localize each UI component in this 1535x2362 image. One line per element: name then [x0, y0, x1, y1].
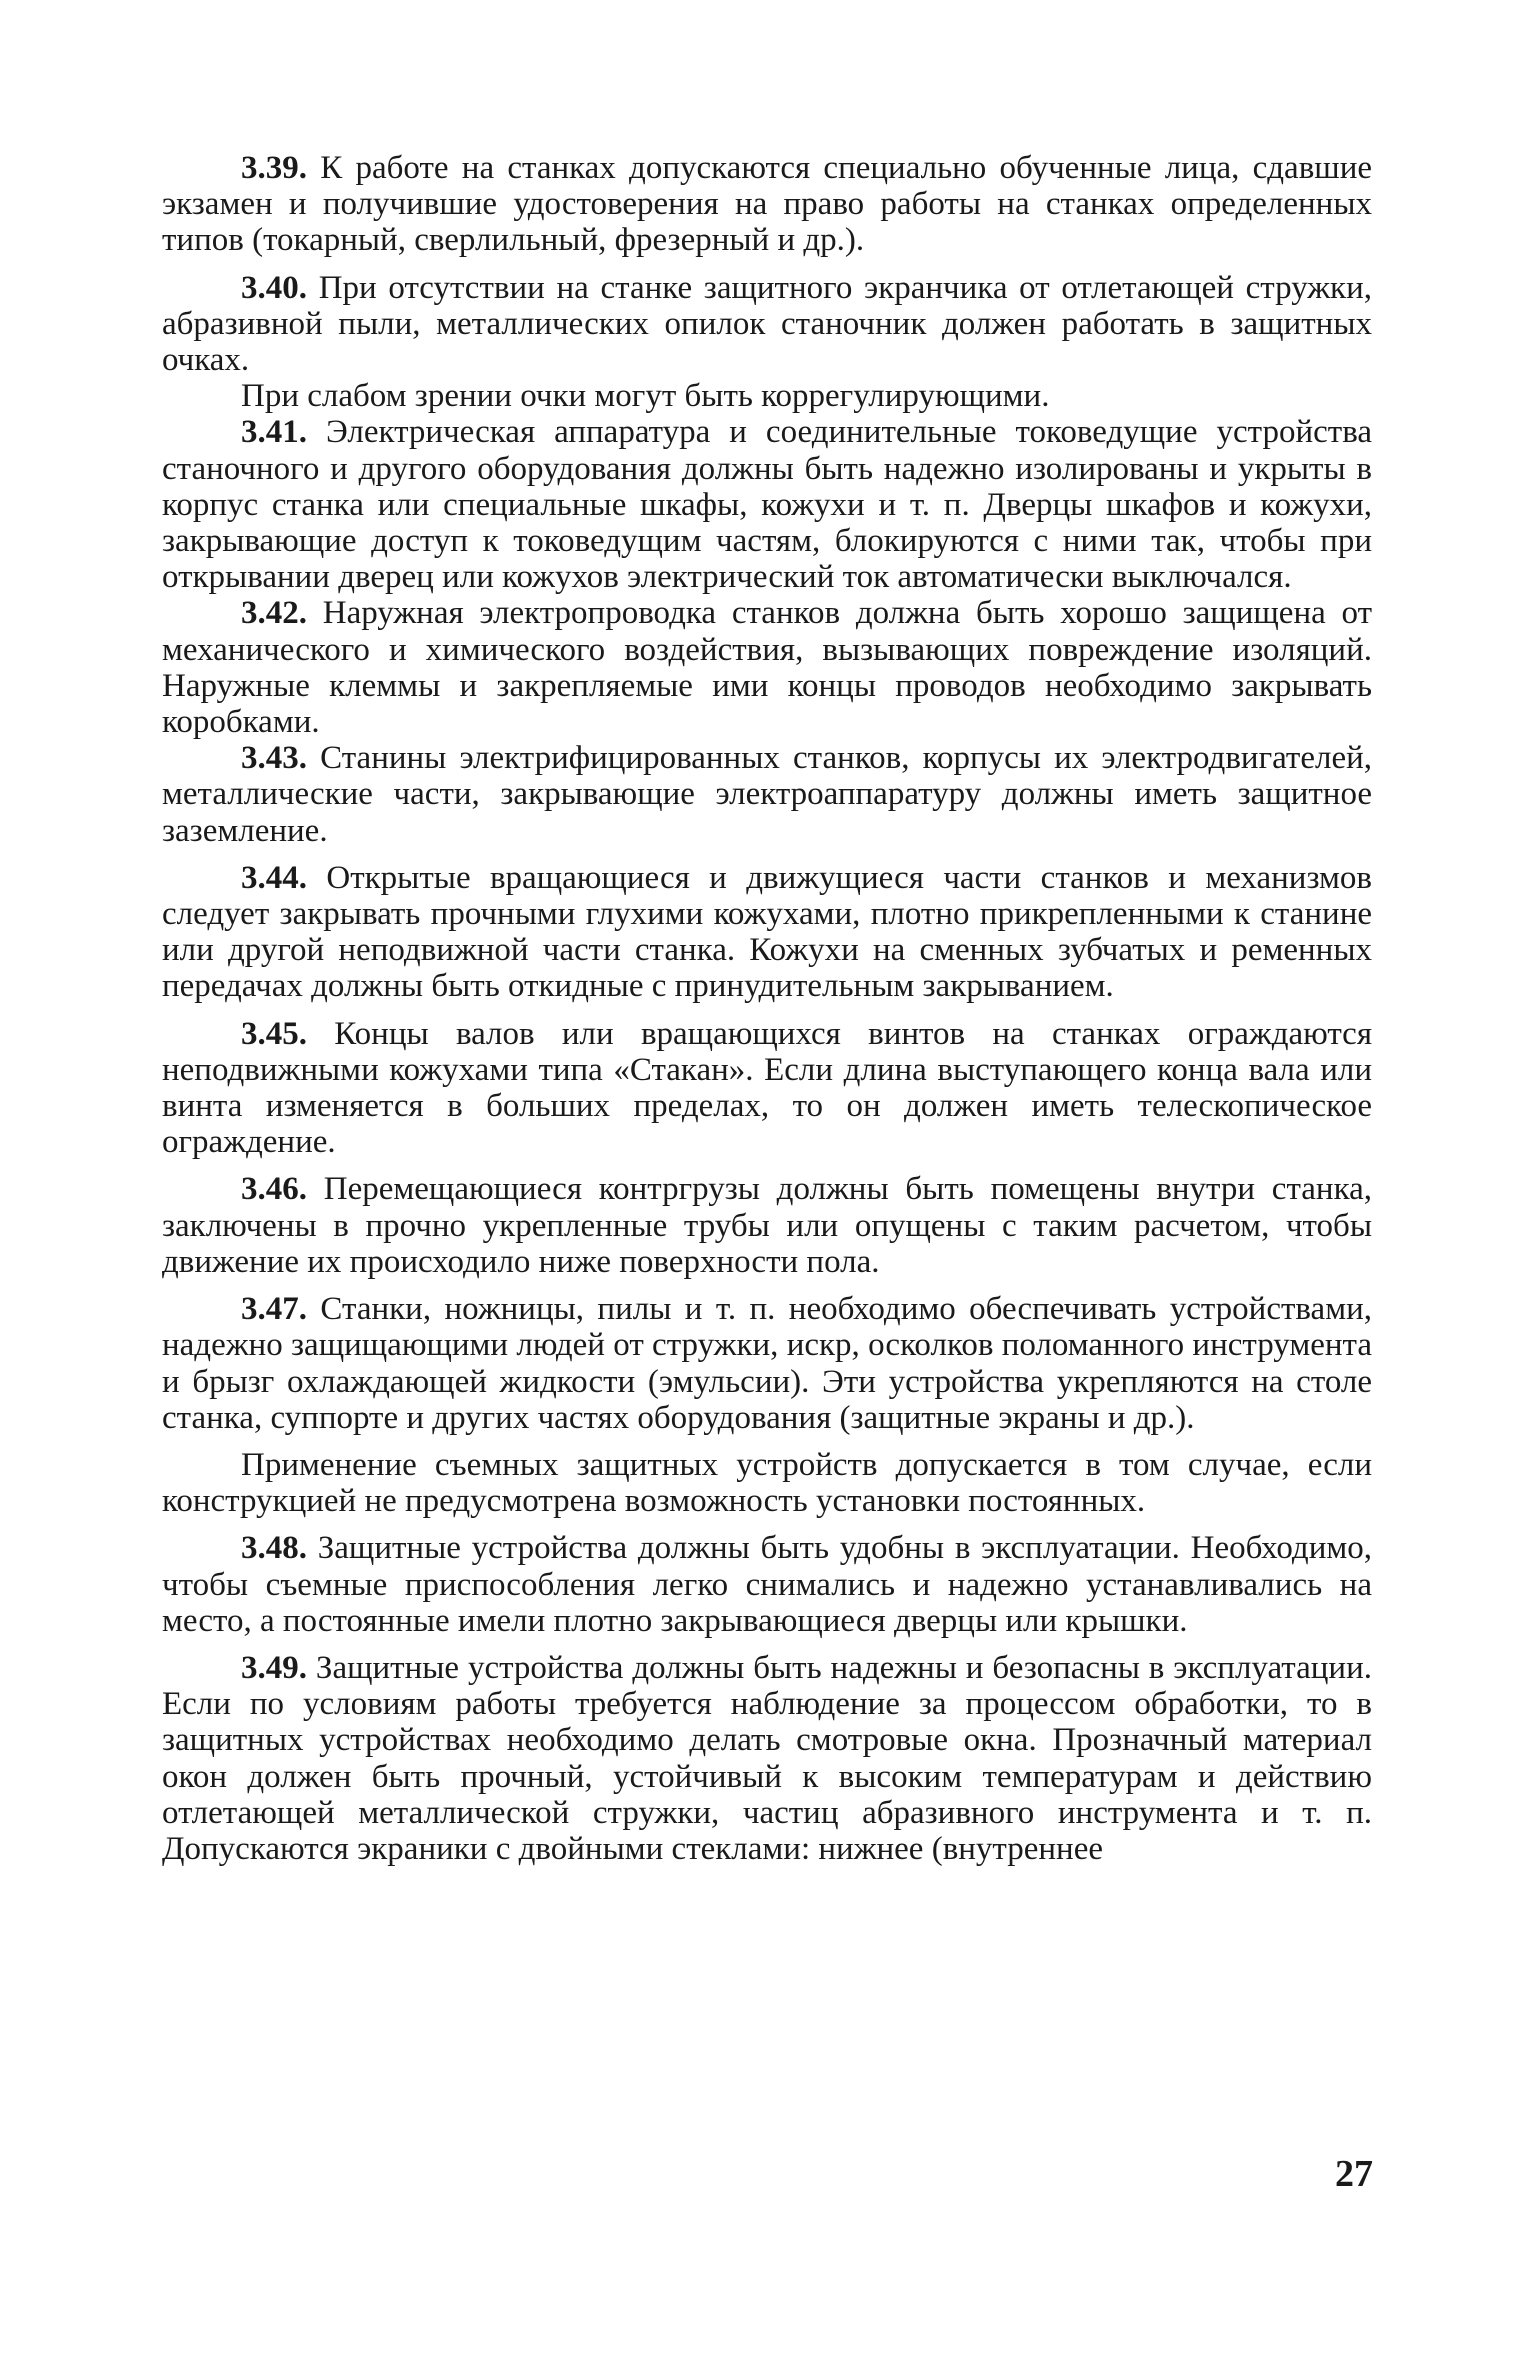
paragraph-3-45	[162, 1016, 1372, 1161]
paragraph-number: 3.41.	[241, 414, 307, 451]
paragraph-text: Наружная электропроводка станков должна быть хорошо защищена от механического и химического воздействия, вызывающих повреждение изоляций. Наружные клеммы и закрепляемые ими концы проводов необходимо закрывать коробками.	[162, 595, 1372, 741]
paragraph-number: 3.48.	[241, 1530, 307, 1567]
paragraph-3-40-note	[162, 378, 1372, 414]
paragraph-text: К работе на станках допускаются специально обученные лица, сдавшие экзамен и получившие удостоверения на право работы на станках определенных типов (токарный, сверлильный, фрезерный и др.).	[162, 150, 1373, 259]
paragraph-3-39	[162, 150, 1372, 259]
paragraph-text: Открытые вращающиеся и движущиеся части станков и механизмов следует закрывать прочными глухими кожухами, плотно прикрепленными к станине или другой неподвижной части станка. Кожухи на сменных зубчатых и ременных передачах должны быть откидные с принудительным закрыванием.	[162, 859, 1372, 1005]
paragraph-3-48	[162, 1530, 1372, 1639]
paragraph-number: 3.43.	[241, 740, 307, 777]
paragraph-number: 3.40.	[241, 269, 307, 306]
paragraph-text: Применение съемных защитных устройств допускается в том случае, если конструкцией не предусмотрена возможность установки постоянных.	[162, 1446, 1372, 1520]
paragraph-number: 3.46.	[241, 1171, 307, 1208]
paragraph-text: Станки, ножницы, пилы и т. п. необходимо обеспечивать устройствами, надежно защищающими людей от стружки, искр, осколков поломанного инструмента и брызг охлаждающей жидкости (эмульсии). Эти устройства укрепляются на столе станка, суппорте и других частях оборудования (защитные экраны и др.).	[162, 1291, 1373, 1436]
paragraph-text: Защитные устройства должны быть удобны в эксплуатации. Необходимо, чтобы съемные приспособления легко снимались и надежно устанавливались на место, а постоянные имели плотно закрывающиеся дверцы или крышки.	[162, 1530, 1373, 1639]
paragraph-number: 3.44.	[241, 859, 307, 896]
paragraph-3-47	[162, 1291, 1372, 1436]
paragraph-text: Концы валов или вращающихся винтов на станках ограждаются неподвижными кожухами типа «Стакан». Если длина выступающего конца вала или винта изменяется в больших пределах, то он должен иметь телескопическое ограждение.	[162, 1015, 1372, 1161]
paragraph-3-43	[162, 740, 1372, 849]
paragraph-number: 3.42.	[241, 595, 307, 632]
paragraph-3-46	[162, 1171, 1372, 1280]
paragraph-number: 3.45.	[241, 1015, 307, 1052]
paragraph-3-47-note	[162, 1447, 1372, 1519]
paragraph-3-44	[162, 860, 1372, 1005]
paragraph-text: Станины электрифицированных станков, корпусы их электродвигателей, металлические части, закрывающие электроаппаратуру должны иметь защитное заземление.	[162, 740, 1372, 849]
page-body	[162, 150, 1372, 1867]
paragraph-number: 3.49.	[241, 1649, 307, 1686]
paragraph-number: 3.47.	[241, 1291, 307, 1328]
paragraph-3-49	[162, 1650, 1372, 1867]
paragraph-text: При отсутствии на станке защитного экранчика от отлетающей стружки, абразивной пыли, металлических опилок станочник должен работать в защитных очках.	[162, 269, 1373, 379]
page-number: 27	[1335, 2153, 1373, 2195]
paragraph-text: Электрическая аппаратура и соединительные токоведущие устройства станочного и другого оборудования должны быть надежно изолированы и укрыты в корпус станка или специальные шкафы, кожухи и т. п. Дверцы шкафов и кожухи, закрывающие доступ к токоведущим частям, блокируются с ними так, чтобы при открывании дверец или кожухов электрический ток автоматически выключался.	[162, 414, 1372, 596]
paragraph-3-41	[162, 414, 1372, 595]
paragraph-3-42	[162, 595, 1372, 740]
paragraph-text: При слабом зрении очки могут быть коррегулирующими.	[241, 378, 1050, 415]
paragraph-3-40	[162, 270, 1372, 379]
paragraph-text: Защитные устройства должны быть надежны и безопасны в эксплуатации. Если по условиям работы требуется наблюдение за процессом обработки, то в защитных устройствах необходимо делать смотровые окна. Прозначный материал окон должен быть прочный, устойчивый к высоким температурам и действию отлетающей металлической стружки, частиц абразивного инструмента и т. п. Допускаются экраники с двойными стеклами: нижнее (внутреннее	[162, 1649, 1372, 1867]
paragraph-text: Перемещающиеся контргрузы должны быть помещены внутри станка, заключены в прочно укрепленные трубы или опущены с таким расчетом, чтобы движение их происходило ниже поверхности пола.	[162, 1171, 1373, 1280]
paragraph-number: 3.39.	[241, 150, 307, 186]
